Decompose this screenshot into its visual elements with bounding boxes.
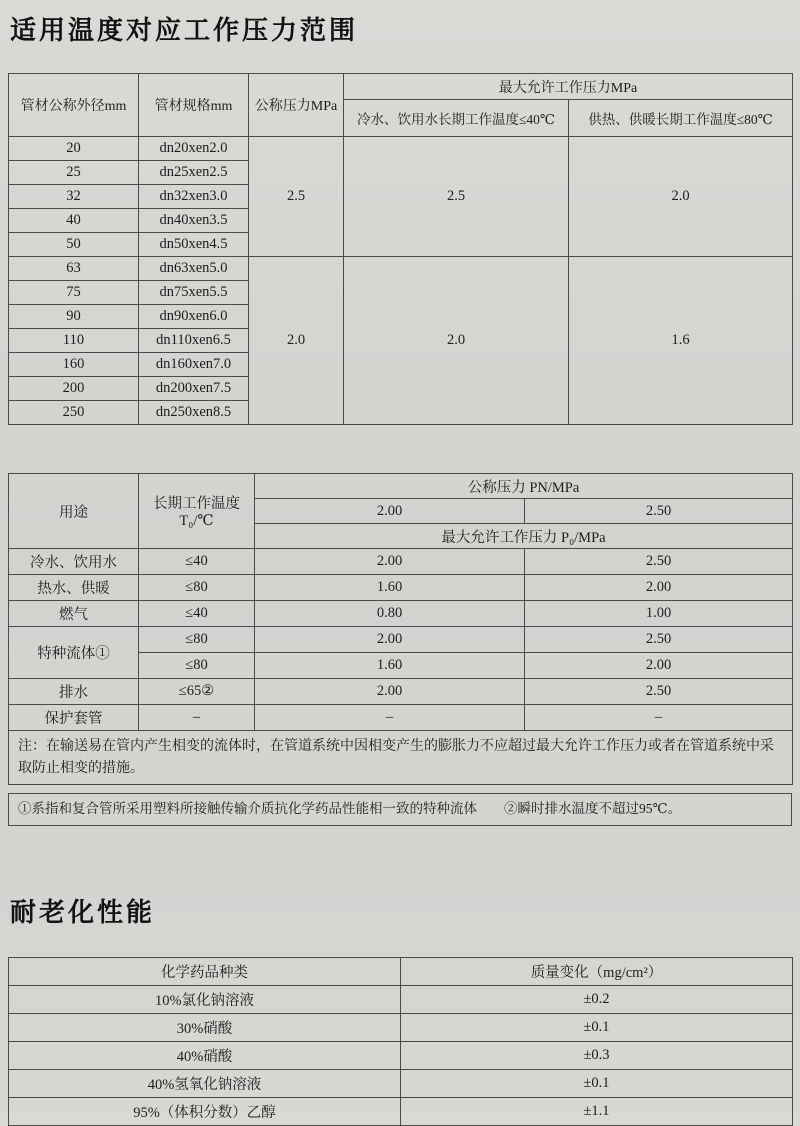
- pressure-pn200-cell: 0.80: [255, 601, 525, 627]
- mass-change-cell: ±0.2: [401, 985, 793, 1013]
- outer-diameter-cell: 160: [9, 353, 139, 377]
- section-title-pressure-range: 适用温度对应工作压力范围: [10, 15, 359, 45]
- nominal-pressure-cell: 2.0: [249, 257, 344, 425]
- pressure-pn250-cell: 2.00: [525, 575, 793, 601]
- pressure-pn200-cell: 2.00: [255, 549, 525, 575]
- table-row: [9, 137, 793, 161]
- header-heating-condition: 供热、供暖长期工作温度≤80℃: [569, 100, 793, 137]
- outer-diameter-cell: 32: [9, 185, 139, 209]
- spec-cell: dn50xen4.5: [139, 233, 249, 257]
- pressure-pn250-cell: 2.00: [525, 653, 793, 679]
- table-row: [9, 705, 793, 731]
- mass-change-cell: ±1.1: [401, 1097, 793, 1125]
- pressure-pn200-cell: 2.00: [255, 679, 525, 705]
- spec-cell: dn160xen7.0: [139, 353, 249, 377]
- outer-diameter-cell: 20: [9, 137, 139, 161]
- spec-cell: dn32xen3.0: [139, 185, 249, 209]
- pressure-pn250-cell: 1.00: [525, 601, 793, 627]
- table-row: [9, 1041, 793, 1069]
- header-pn-200: 2.00: [255, 499, 525, 524]
- chemical-cell: 95%（体积分数）乙醇: [9, 1097, 401, 1125]
- spec-cell: dn250xen8.5: [139, 401, 249, 425]
- table-row: [9, 257, 793, 281]
- usage-cell: 冷水、饮用水: [9, 549, 139, 575]
- pressure-pn250-cell: 2.50: [525, 627, 793, 653]
- spec-cell: dn25xen2.5: [139, 161, 249, 185]
- header-nominal-pressure: 公称压力MPa: [249, 74, 344, 137]
- pressure-pn250-cell: 2.50: [525, 549, 793, 575]
- header-spec: 管材规格mm: [139, 74, 249, 137]
- spec-cell: dn63xen5.0: [139, 257, 249, 281]
- header-long-term-temp: [139, 474, 255, 549]
- spec-cell: dn200xen7.5: [139, 377, 249, 401]
- outer-diameter-cell: 50: [9, 233, 139, 257]
- header-chemical-type: 化学药品种类: [9, 957, 401, 985]
- aging-table-header-row: [9, 957, 793, 985]
- pressure-pn200-cell: 2.00: [255, 627, 525, 653]
- header-pn-250: 2.50: [525, 499, 793, 524]
- table-row: [9, 679, 793, 705]
- chemical-cell: 40%硝酸: [9, 1041, 401, 1069]
- pressure-table-header-row-1: [9, 74, 793, 100]
- heating-pressure-cell: 2.0: [569, 137, 793, 257]
- pressure-pn250-cell: 2.50: [525, 679, 793, 705]
- usage-cell: 保护套管: [9, 705, 139, 731]
- header-max-allowed-pressure: 最大允许工作压力MPa: [344, 74, 793, 100]
- nominal-pressure-cell: 2.5: [249, 137, 344, 257]
- table-row: [9, 1097, 793, 1125]
- chemical-cell: 40%氢氧化钠溶液: [9, 1069, 401, 1097]
- spec-cell: dn75xen5.5: [139, 281, 249, 305]
- header-long-term-temp-line2: T₀/℃: [179, 513, 214, 529]
- temp-cell: ≤80: [139, 627, 255, 653]
- table-row: [9, 601, 793, 627]
- spec-cell: dn110xen6.5: [139, 329, 249, 353]
- cold-water-pressure-cell: 2.5: [344, 137, 569, 257]
- section-title-aging: 耐老化性能: [10, 896, 156, 927]
- outer-diameter-cell: 200: [9, 377, 139, 401]
- header-mass-change: 质量变化（mg/cm²）: [401, 957, 793, 985]
- mass-change-cell: ±0.3: [401, 1041, 793, 1069]
- header-nominal-pressure-pn: 公称压力 PN/MPa: [255, 474, 793, 499]
- usage-cell: 热水、供暖: [9, 575, 139, 601]
- chemical-cell: 10%氯化钠溶液: [9, 985, 401, 1013]
- temp-cell: ≤40: [139, 601, 255, 627]
- usage-cell: 特种流体①: [9, 627, 139, 679]
- outer-diameter-cell: 25: [9, 161, 139, 185]
- temp-cell: ≤40: [139, 549, 255, 575]
- temp-cell: ≤80: [139, 653, 255, 679]
- aging-resistance-table: [8, 957, 793, 1126]
- table-row: [9, 1069, 793, 1097]
- pressure-pn200-cell: 1.60: [255, 653, 525, 679]
- header-cold-water-condition: 冷水、饮用水长期工作温度≤40℃: [344, 100, 569, 137]
- outer-diameter-cell: 63: [9, 257, 139, 281]
- mass-change-cell: ±0.1: [401, 1013, 793, 1041]
- outer-diameter-cell: 75: [9, 281, 139, 305]
- temp-cell: ≤80: [139, 575, 255, 601]
- table-row: [9, 1013, 793, 1041]
- temp-cell: –: [139, 705, 255, 731]
- usage-table-header-row-1: [9, 474, 793, 499]
- usage-cell: 燃气: [9, 601, 139, 627]
- usage-cell: 排水: [9, 679, 139, 705]
- cold-water-pressure-cell: 2.0: [344, 257, 569, 425]
- pressure-pn250-cell: –: [525, 705, 793, 731]
- mass-change-cell: ±0.1: [401, 1069, 793, 1097]
- table-row: [9, 731, 793, 785]
- pressure-table: [8, 73, 793, 425]
- header-long-term-temp-line1: 长期工作温度: [153, 496, 240, 512]
- usage-pressure-table: [8, 473, 793, 785]
- phase-change-note: 注：在输送易在管内产生相变的流体时，在管道系统中因相变产生的膨胀力不应超过最大允许工作压力或者在管道系统中采取防止相变的措施。: [9, 731, 793, 785]
- table-row: [9, 549, 793, 575]
- header-outer-diameter: 管材公称外径mm: [9, 74, 139, 137]
- spec-cell: dn40xen3.5: [139, 209, 249, 233]
- heating-pressure-cell: 1.6: [569, 257, 793, 425]
- outer-diameter-cell: 250: [9, 401, 139, 425]
- footnote-box: ①系指和复合管所采用塑料所接触传输介质抗化学药品性能相一致的特种流体 ②瞬时排水温度不超过95℃。: [8, 793, 792, 825]
- spec-cell: dn90xen6.0: [139, 305, 249, 329]
- header-usage: 用途: [9, 474, 139, 549]
- chemical-cell: 30%硝酸: [9, 1013, 401, 1041]
- spec-cell: dn20xen2.0: [139, 137, 249, 161]
- temp-cell: ≤65②: [139, 679, 255, 705]
- outer-diameter-cell: 90: [9, 305, 139, 329]
- table-row: [9, 627, 793, 653]
- outer-diameter-cell: 40: [9, 209, 139, 233]
- pressure-pn200-cell: 1.60: [255, 575, 525, 601]
- table-row: [9, 985, 793, 1013]
- table-row: [9, 575, 793, 601]
- header-max-pressure-po: 最大允许工作压力 P₀/MPa: [255, 524, 793, 549]
- outer-diameter-cell: 110: [9, 329, 139, 353]
- pressure-pn200-cell: –: [255, 705, 525, 731]
